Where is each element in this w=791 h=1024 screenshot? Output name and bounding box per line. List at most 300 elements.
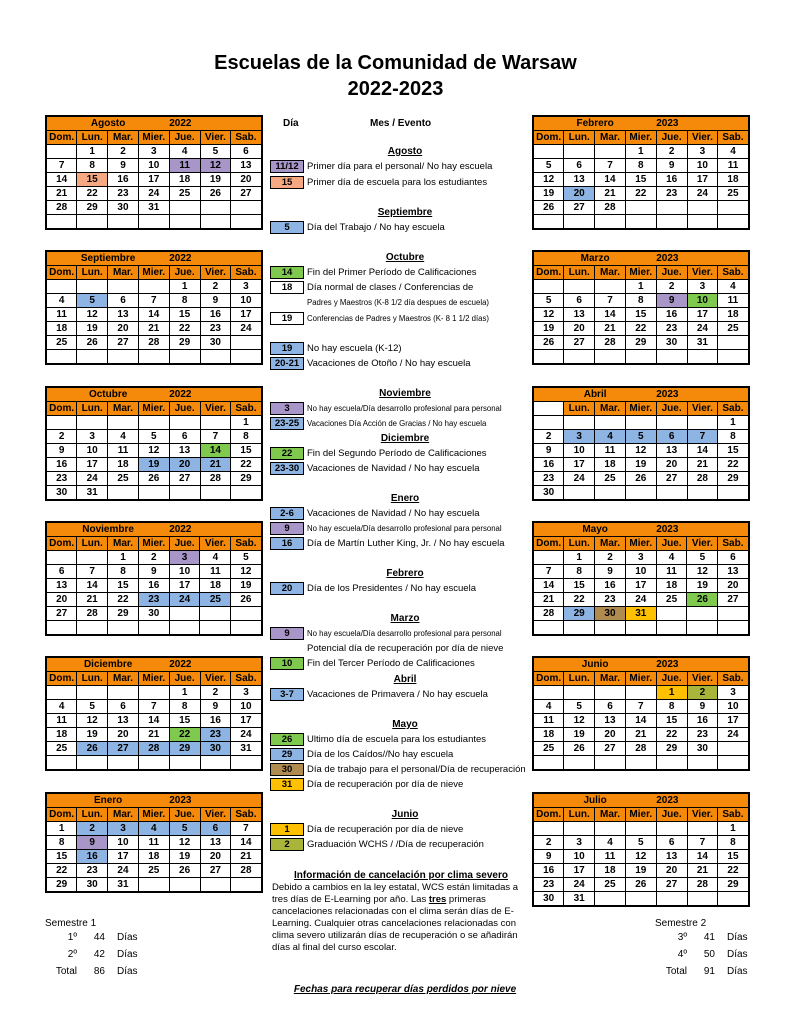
calendar-day: 20 — [108, 728, 139, 742]
calendar-day: 20 — [46, 593, 77, 607]
calendar-day: 26 — [200, 187, 231, 201]
event-day: 26 — [270, 733, 304, 746]
calendar-day — [625, 756, 656, 771]
calendar-day — [687, 201, 718, 215]
calendar-day: 26 — [231, 593, 262, 607]
calendar-day: 3 — [718, 686, 749, 700]
calendar-day: 8 — [77, 159, 108, 173]
calendar-day: 1 — [46, 822, 77, 836]
event-row — [270, 342, 402, 356]
event-day: 30 — [270, 763, 304, 776]
semester-term: 1º — [67, 932, 77, 943]
calendar-day: 20 — [564, 322, 595, 336]
calendar-day: 16 — [200, 308, 231, 322]
weekday-header: Vier. — [687, 808, 718, 822]
calendar-day: 27 — [718, 593, 749, 607]
calendar-day: 1 — [718, 416, 749, 430]
weekday-header: Lun. — [564, 131, 595, 145]
weekday-header: Vier. — [687, 266, 718, 280]
calendar-day — [718, 336, 749, 350]
calendar-day — [687, 756, 718, 771]
calendar-day — [718, 756, 749, 771]
calendar-day — [625, 350, 656, 365]
calendar-month-name: Julio — [533, 793, 656, 808]
calendar-day — [687, 607, 718, 621]
calendar-day: 25 — [169, 187, 200, 201]
calendar-day: 4 — [169, 145, 200, 159]
calendar-day — [533, 686, 564, 700]
calendar-day — [200, 215, 231, 230]
calendar-day: 7 — [138, 294, 169, 308]
weekday-header: Vier. — [687, 402, 718, 416]
calendar-day: 15 — [625, 173, 656, 187]
calendar-day: 25 — [46, 742, 77, 756]
calendar-day: 19 — [625, 458, 656, 472]
semester-days-count: 41 — [703, 932, 715, 943]
event-day — [270, 296, 304, 309]
calendar-aug — [45, 115, 263, 230]
weekday-header: Mier. — [625, 402, 656, 416]
calendar-day: 16 — [533, 864, 564, 878]
calendar-day: 12 — [533, 173, 564, 187]
calendar-day: 4 — [138, 822, 169, 836]
calendar-day — [169, 607, 200, 621]
event-day: 1 — [270, 823, 304, 836]
calendar-day — [46, 416, 77, 430]
calendar-day: 21 — [46, 187, 77, 201]
event-text: Potencial día de recuperación por día de nieve — [307, 643, 504, 654]
calendar-day — [231, 607, 262, 621]
calendar-day: 21 — [595, 187, 626, 201]
event-text: Día de los Caídos//No hay escuela — [307, 749, 454, 760]
calendar-day: 12 — [687, 565, 718, 579]
event-day: 20 — [270, 582, 304, 595]
calendar-day: 21 — [231, 850, 262, 864]
calendar-day: 10 — [687, 294, 718, 308]
calendar-jul — [532, 792, 750, 907]
calendar-day — [138, 280, 169, 294]
event-row — [270, 582, 476, 596]
calendar-day: 23 — [200, 728, 231, 742]
calendar-day — [108, 280, 139, 294]
event-day: 29 — [270, 748, 304, 761]
calendar-day: 3 — [169, 551, 200, 565]
calendar-day — [77, 621, 108, 636]
calendar-day — [687, 486, 718, 501]
calendar-day: 14 — [77, 579, 108, 593]
calendar-day: 10 — [138, 159, 169, 173]
weekday-header: Lun. — [564, 672, 595, 686]
calendar-day — [625, 892, 656, 907]
weekday-header: Jue. — [169, 672, 200, 686]
weekday-header: Mier. — [138, 402, 169, 416]
event-day: 23-30 — [270, 462, 304, 475]
semester-term: 3º — [677, 932, 687, 943]
calendar-day: 12 — [200, 159, 231, 173]
calendar-day: 22 — [564, 593, 595, 607]
calendar-day: 30 — [595, 607, 626, 621]
weekday-header: Jue. — [656, 131, 687, 145]
calendar-jan — [45, 792, 263, 893]
calendar-year: 2023 — [169, 793, 261, 808]
calendar-day: 22 — [108, 593, 139, 607]
calendar-day: 10 — [564, 444, 595, 458]
calendar-day: 24 — [687, 187, 718, 201]
calendar-day: 7 — [200, 430, 231, 444]
calendar-day: 19 — [687, 579, 718, 593]
semester-row — [655, 929, 748, 946]
calendar-year: 2022 — [169, 522, 261, 537]
weekday-header: Mar. — [595, 537, 626, 551]
calendar-day: 6 — [564, 159, 595, 173]
calendar-day: 30 — [46, 486, 77, 501]
calendar-day — [200, 416, 231, 430]
calendar-day — [656, 215, 687, 230]
calendar-day: 2 — [138, 551, 169, 565]
weekday-header: Jue. — [169, 131, 200, 145]
calendar-day: 1 — [231, 416, 262, 430]
weekday-header: Dom. — [46, 672, 77, 686]
semester-row — [655, 946, 748, 963]
calendar-day — [564, 280, 595, 294]
calendar-day: 13 — [108, 714, 139, 728]
section-diciembre: Diciembre — [380, 433, 430, 444]
semester-2-label: Semestre 2 — [655, 918, 707, 929]
weekday-header: Dom. — [533, 808, 564, 822]
event-row — [270, 507, 480, 521]
calendar-day: 30 — [108, 201, 139, 215]
calendar-day: 3 — [77, 430, 108, 444]
calendar-day: 28 — [231, 864, 262, 878]
calendar-day: 12 — [77, 714, 108, 728]
calendar-day: 5 — [169, 822, 200, 836]
calendar-day — [46, 621, 77, 636]
calendar-oct — [45, 386, 263, 501]
event-row — [270, 221, 445, 235]
weekday-header: Sab. — [718, 131, 749, 145]
section-agosto: Agosto — [387, 146, 423, 157]
calendar-day: 6 — [231, 145, 262, 159]
calendar-day: 11 — [533, 714, 564, 728]
calendar-day — [533, 551, 564, 565]
calendar-day: 14 — [231, 836, 262, 850]
calendar-day — [625, 822, 656, 836]
calendar-day: 3 — [231, 686, 262, 700]
calendar-day: 30 — [77, 878, 108, 893]
calendar-day: 21 — [77, 593, 108, 607]
weekday-header: Dom. — [46, 808, 77, 822]
calendar-day: 7 — [138, 700, 169, 714]
calendar-day: 8 — [46, 836, 77, 850]
calendar-day: 18 — [169, 173, 200, 187]
event-row — [270, 733, 486, 747]
calendar-month-name: Junio — [533, 657, 656, 672]
calendar-day — [718, 486, 749, 501]
event-day: 11/12 — [270, 160, 304, 173]
calendar-day: 15 — [169, 308, 200, 322]
calendar-day: 28 — [200, 472, 231, 486]
calendar-day: 4 — [200, 551, 231, 565]
calendar-day: 6 — [46, 565, 77, 579]
calendar-day: 24 — [625, 593, 656, 607]
calendar-day — [718, 350, 749, 365]
calendar-day: 27 — [595, 742, 626, 756]
weekday-header: Lun. — [77, 672, 108, 686]
calendar-day: 21 — [687, 458, 718, 472]
weekday-header: Dom. — [533, 672, 564, 686]
calendar-day: 26 — [625, 878, 656, 892]
calendar-day: 20 — [595, 728, 626, 742]
calendar-day — [108, 486, 139, 501]
event-text: Día normal de clases / Conferencias de — [307, 282, 474, 293]
calendar-day: 17 — [718, 714, 749, 728]
event-text: No hay escuela (K-12) — [307, 343, 402, 354]
event-text: Día de recuperación por día de nieve — [307, 779, 464, 790]
calendar-day: 18 — [533, 728, 564, 742]
calendar-day: 12 — [533, 308, 564, 322]
calendar-day: 27 — [656, 472, 687, 486]
calendar-day — [169, 416, 200, 430]
calendar-day — [169, 621, 200, 636]
calendar-day: 4 — [718, 145, 749, 159]
calendar-year: 2022 — [169, 116, 261, 131]
event-row — [270, 537, 505, 551]
calendar-day: 22 — [46, 864, 77, 878]
calendar-day: 31 — [231, 742, 262, 756]
weekday-header: Sab. — [718, 537, 749, 551]
calendar-day: 24 — [231, 728, 262, 742]
calendar-day: 15 — [169, 714, 200, 728]
calendar-day: 30 — [533, 486, 564, 501]
calendar-day: 17 — [687, 308, 718, 322]
calendar-day: 17 — [231, 714, 262, 728]
calendar-day: 22 — [625, 322, 656, 336]
calendar-day: 10 — [169, 565, 200, 579]
calendar-day: 23 — [656, 187, 687, 201]
calendar-day: 28 — [138, 336, 169, 350]
calendar-day: 15 — [625, 308, 656, 322]
calendar-day: 2 — [656, 145, 687, 159]
event-day: 19 — [270, 312, 304, 325]
calendar-day — [687, 621, 718, 636]
weekday-header: Mier. — [625, 672, 656, 686]
calendar-day: 2 — [200, 686, 231, 700]
calendar-day: 23 — [46, 472, 77, 486]
weather-info-bold: tres — [428, 894, 447, 905]
event-row — [270, 312, 489, 326]
semester-days-count: 50 — [703, 949, 715, 960]
calendar-day: 29 — [718, 472, 749, 486]
calendar-day: 22 — [718, 864, 749, 878]
weekday-header: Vier. — [200, 266, 231, 280]
calendar-day: 27 — [108, 336, 139, 350]
event-day: 19 — [270, 342, 304, 355]
calendar-day: 22 — [718, 458, 749, 472]
event-row — [270, 838, 484, 852]
footer-note: Fechas para recuperar días perdidos por nieve — [293, 984, 517, 995]
calendar-day: 16 — [138, 579, 169, 593]
event-day: 5 — [270, 221, 304, 234]
event-row — [270, 160, 492, 174]
weekday-header: Vier. — [687, 537, 718, 551]
calendar-day — [231, 201, 262, 215]
calendar-day: 29 — [718, 878, 749, 892]
calendar-day: 13 — [200, 836, 231, 850]
calendar-day — [595, 416, 626, 430]
calendar-day: 18 — [46, 322, 77, 336]
calendar-day — [200, 756, 231, 771]
calendar-day: 21 — [533, 593, 564, 607]
calendar-day: 8 — [564, 565, 595, 579]
calendar-day: 20 — [108, 322, 139, 336]
calendar-day — [595, 621, 626, 636]
calendar-day: 5 — [77, 700, 108, 714]
calendar-day: 5 — [564, 700, 595, 714]
calendar-day — [138, 878, 169, 893]
calendar-day: 16 — [46, 458, 77, 472]
calendar-day — [564, 416, 595, 430]
calendar-sep — [45, 250, 263, 365]
calendar-year: 2023 — [656, 793, 748, 808]
calendar-year: 2023 — [656, 657, 748, 672]
calendar-year: 2023 — [656, 251, 748, 266]
calendar-day: 8 — [169, 700, 200, 714]
calendar-day — [46, 350, 77, 365]
calendar-day: 13 — [46, 579, 77, 593]
semester-days-count: 91 — [703, 966, 715, 977]
calendar-day — [625, 686, 656, 700]
calendar-day — [656, 607, 687, 621]
calendar-day — [169, 350, 200, 365]
calendar-day — [169, 878, 200, 893]
calendar-day: 11 — [46, 714, 77, 728]
event-text: Día del Trabajo / No hay escuela — [307, 222, 445, 233]
calendar-day — [718, 621, 749, 636]
weekday-header: Jue. — [169, 808, 200, 822]
calendar-day — [200, 607, 231, 621]
weekday-header: Mier. — [625, 266, 656, 280]
calendar-day — [138, 350, 169, 365]
section-abril: Abril — [393, 674, 417, 685]
calendar-day: 5 — [533, 159, 564, 173]
calendar-day — [108, 756, 139, 771]
calendar-day: 28 — [595, 336, 626, 350]
calendar-day: 19 — [533, 187, 564, 201]
calendar-day: 16 — [595, 579, 626, 593]
calendar-may — [532, 521, 750, 636]
event-text: Fin del Primer Período de Calificaciones — [307, 267, 477, 278]
event-text: Primer día para el personal/ No hay escuela — [307, 161, 493, 172]
calendar-day: 22 — [77, 187, 108, 201]
calendar-day: 29 — [77, 201, 108, 215]
semester-term: Total — [55, 966, 77, 977]
weekday-header: Sab. — [231, 402, 262, 416]
weather-info-title: Información de cancelación por clima severo — [294, 870, 508, 881]
calendar-day: 26 — [138, 472, 169, 486]
calendar-day: 16 — [656, 173, 687, 187]
calendar-day: 7 — [595, 294, 626, 308]
calendar-day: 10 — [108, 836, 139, 850]
section-febrero: Febrero — [386, 568, 424, 579]
event-text: Graduación WCHS / /Día de recuperación — [307, 839, 484, 850]
calendar-day: 27 — [46, 607, 77, 621]
calendar-day: 7 — [595, 159, 626, 173]
calendar-day: 17 — [77, 458, 108, 472]
event-text: Ultimo día de escuela para los estudiantes — [307, 734, 487, 745]
calendar-day — [656, 822, 687, 836]
weekday-header: Vier. — [200, 131, 231, 145]
calendar-day: 18 — [138, 850, 169, 864]
semester-row — [45, 946, 138, 963]
event-day: 15 — [270, 176, 304, 189]
calendar-day: 5 — [200, 145, 231, 159]
calendar-day: 19 — [77, 728, 108, 742]
weekday-header: Lun. — [77, 808, 108, 822]
calendar-month-name: Enero — [46, 793, 169, 808]
calendar-day: 19 — [231, 579, 262, 593]
calendar-day: 17 — [625, 579, 656, 593]
calendar-day — [564, 145, 595, 159]
weekday-header: Sab. — [231, 131, 262, 145]
section-junio: Junio — [391, 809, 419, 820]
calendar-day: 20 — [169, 458, 200, 472]
calendar-day: 8 — [169, 294, 200, 308]
event-text: Conferencias de Padres y Maestros (K- 8 1 1/2 días) — [307, 314, 490, 323]
calendar-day — [231, 215, 262, 230]
weekday-header: Vier. — [687, 131, 718, 145]
calendar-day: 25 — [108, 472, 139, 486]
weekday-header: Mier. — [625, 808, 656, 822]
calendar-day: 17 — [687, 173, 718, 187]
calendar-day — [595, 822, 626, 836]
calendar-day: 23 — [138, 593, 169, 607]
weekday-header: Vier. — [687, 672, 718, 686]
calendar-day: 6 — [169, 430, 200, 444]
calendar-day: 24 — [718, 728, 749, 742]
semester-days-unit: Días — [727, 932, 748, 943]
calendar-day: 9 — [656, 294, 687, 308]
event-row — [270, 823, 463, 837]
calendar-day: 25 — [656, 593, 687, 607]
calendar-day: 6 — [200, 822, 231, 836]
calendar-day: 8 — [718, 430, 749, 444]
weekday-header: Jue. — [656, 402, 687, 416]
weekday-header: Lun. — [77, 266, 108, 280]
event-text: Vacaciones Día Acción de Gracias / No hay escuela — [307, 419, 487, 428]
calendar-day — [138, 621, 169, 636]
calendar-day: 4 — [718, 280, 749, 294]
calendar-month-name: Abril — [533, 387, 656, 402]
calendar-day: 15 — [718, 850, 749, 864]
calendar-day — [595, 486, 626, 501]
calendar-day: 22 — [656, 728, 687, 742]
calendar-day: 1 — [564, 551, 595, 565]
weekday-header: Dom. — [46, 402, 77, 416]
calendar-day: 8 — [108, 565, 139, 579]
calendar-day: 2 — [533, 430, 564, 444]
calendar-day: 23 — [687, 728, 718, 742]
calendar-day: 15 — [108, 579, 139, 593]
calendar-day: 30 — [138, 607, 169, 621]
calendar-day: 10 — [687, 159, 718, 173]
calendar-day: 24 — [77, 472, 108, 486]
calendar-day: 11 — [169, 159, 200, 173]
calendar-day: 1 — [625, 280, 656, 294]
weekday-header: Dom. — [533, 266, 564, 280]
calendar-day — [533, 416, 564, 430]
weekday-header: Jue. — [169, 402, 200, 416]
calendar-day: 29 — [231, 472, 262, 486]
